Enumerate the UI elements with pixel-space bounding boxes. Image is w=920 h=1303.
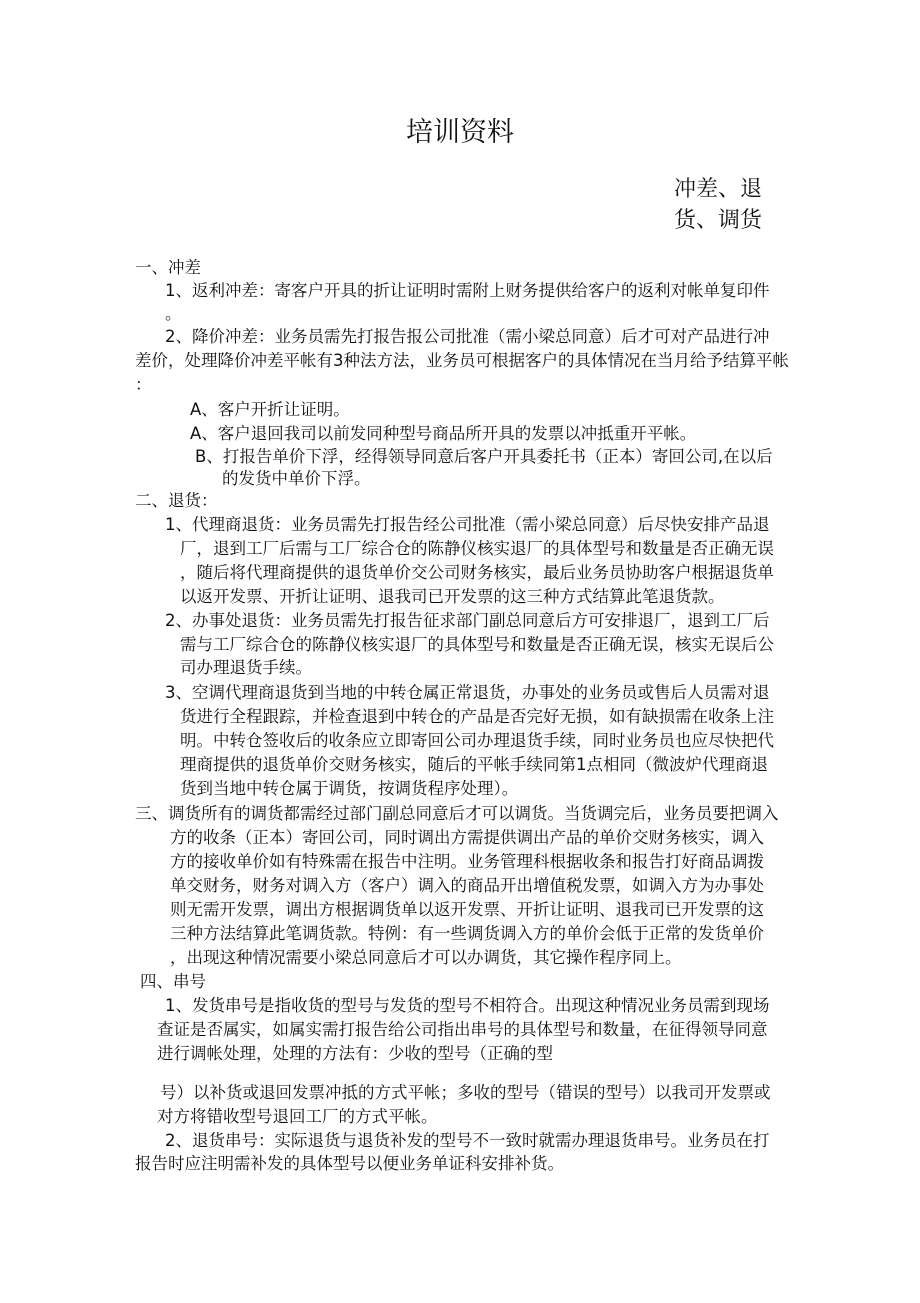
text-line: 需与工厂综合仓的陈静仪核实退厂的具体型号和数量是否正确无误，核实无误后公 bbox=[180, 635, 774, 654]
text-line: ，出现这种情况需要小梁总同意后才可以办调货，其它操作程序同上。 bbox=[170, 948, 682, 967]
text-line: 四、串号 bbox=[140, 972, 206, 991]
text-line: 单交财务，财务对调入方（客户）调入的商品开出增值税发票，如调入方为办事处 bbox=[170, 876, 764, 895]
text-line: 则无需开发票，调出方根据调货单以返开发票、开折让证明、退我司已开发票的这 bbox=[170, 900, 764, 919]
text-line: ，随后将代理商提供的退货单价交公司财务核实，最后业务员协助客户根据退货单 bbox=[180, 563, 774, 582]
text-line: 进行调帐处理，处理的方法有：少收的型号（正确的型 bbox=[157, 1044, 553, 1063]
text-line: 1、发货串号是指收货的型号与发货的型号不相符合。出现这种情况业务员需到现场 bbox=[165, 996, 770, 1015]
text-line: 差价，处理降价冲差平帐有3种法方法，业务员可根据客户的具体情况在当月给予结算平帐 bbox=[135, 351, 789, 370]
text-line: 厂，退到工厂后需与工厂综合仓的陈静仪核实退厂的具体型号和数量是否正确无误 bbox=[180, 539, 774, 558]
text-line: A、客户退回我司以前发同种型号商品所开具的发票以冲抵重开平帐。 bbox=[190, 424, 697, 443]
text-line: 三种方法结算此笔调货款。特例：有一些调货调入方的单价会低于正常的发货单价 bbox=[170, 924, 764, 943]
text-line: 以返开发票、开折让证明、退我司已开发票的这三种方式结算此笔退货款。 bbox=[180, 587, 725, 606]
text-line: 二、退货： bbox=[135, 491, 218, 510]
text-line: 2、办事处退货：业务员需先打报告征求部门副总同意后方可安排退厂，退到工厂后 bbox=[165, 611, 770, 630]
text-line: 明。中转仓签收后的收条应立即寄回公司办理退货手续，同时业务员也应尽快把代 bbox=[180, 731, 774, 750]
text-line: 理商提供的退货单价交财务核实，随后的平帐手续同第1点相同（微波炉代理商退 bbox=[180, 755, 768, 774]
text-line: 的发货中单价下浮。 bbox=[222, 469, 371, 488]
document-title: 培训资料 bbox=[406, 117, 514, 148]
text-line: 1、返利冲差：寄客户开具的折让证明时需附上财务提供给客户的返利对帐单复印件 bbox=[165, 281, 770, 300]
text-line: ： bbox=[135, 375, 152, 394]
text-line: 2、退货串号：实际退货与退货补发的型号不一致时就需办理退货串号。业务员在打 bbox=[165, 1131, 770, 1150]
text-line: 查证是否属实，如属实需打报告给公司指出串号的具体型号和数量，在征得领导同意 bbox=[157, 1020, 768, 1039]
text-line: 司办理退货手续。 bbox=[180, 658, 312, 677]
document-subtitle-line-1: 冲差、退 bbox=[673, 177, 762, 202]
text-line: 货到当地中转仓属于调货，按调货程序处理）。 bbox=[180, 779, 519, 798]
document-subtitle-line-2: 货、调货 bbox=[673, 208, 762, 233]
text-line: 号）以补货或退回发票冲抵的方式平帐；多收的型号（错误的型号）以我司开发票或 bbox=[160, 1083, 771, 1102]
text-line: 方的接收单价如有特殊需在报告中注明。业务管理科根据收条和报告打好商品调拨 bbox=[170, 852, 764, 871]
text-line: 。 bbox=[165, 304, 182, 323]
text-line: 三、调货所有的调货都需经过部门副总同意后才可以调货。当货调完后，业务员要把调入 bbox=[135, 804, 779, 823]
text-line: 2、降价冲差：业务员需先打报告报公司批准（需小梁总同意）后才可对产品进行冲 bbox=[165, 327, 770, 346]
text-line: 3、空调代理商退货到当地的中转仓属正常退货，办事处的业务员或售后人员需对退 bbox=[165, 683, 770, 702]
text-line: 一、冲差 bbox=[135, 258, 201, 277]
text-line: 报告时应注明需补发的具体型号以便业务单证科安排补货。 bbox=[135, 1154, 564, 1173]
text-line: 对方将错收型号退回工厂的方式平帐。 bbox=[157, 1107, 438, 1126]
text-line: 1、代理商退货：业务员需先打报告经公司批准（需小梁总同意）后尽快安排产品退 bbox=[165, 515, 770, 534]
text-line: A、客户开折让证明。 bbox=[190, 400, 350, 419]
text-line: 货进行全程跟踪，并检查退到中转仓的产品是否完好无损，如有缺损需在收条上注 bbox=[180, 707, 774, 726]
text-line: B、打报告单价下浮，经得领导同意后客户开具委托书（正本）寄回公司,在以后 bbox=[195, 447, 773, 466]
text-line: 方的收条（正本）寄回公司，同时调出方需提供调出产品的单价交财务核实，调入 bbox=[170, 828, 764, 847]
